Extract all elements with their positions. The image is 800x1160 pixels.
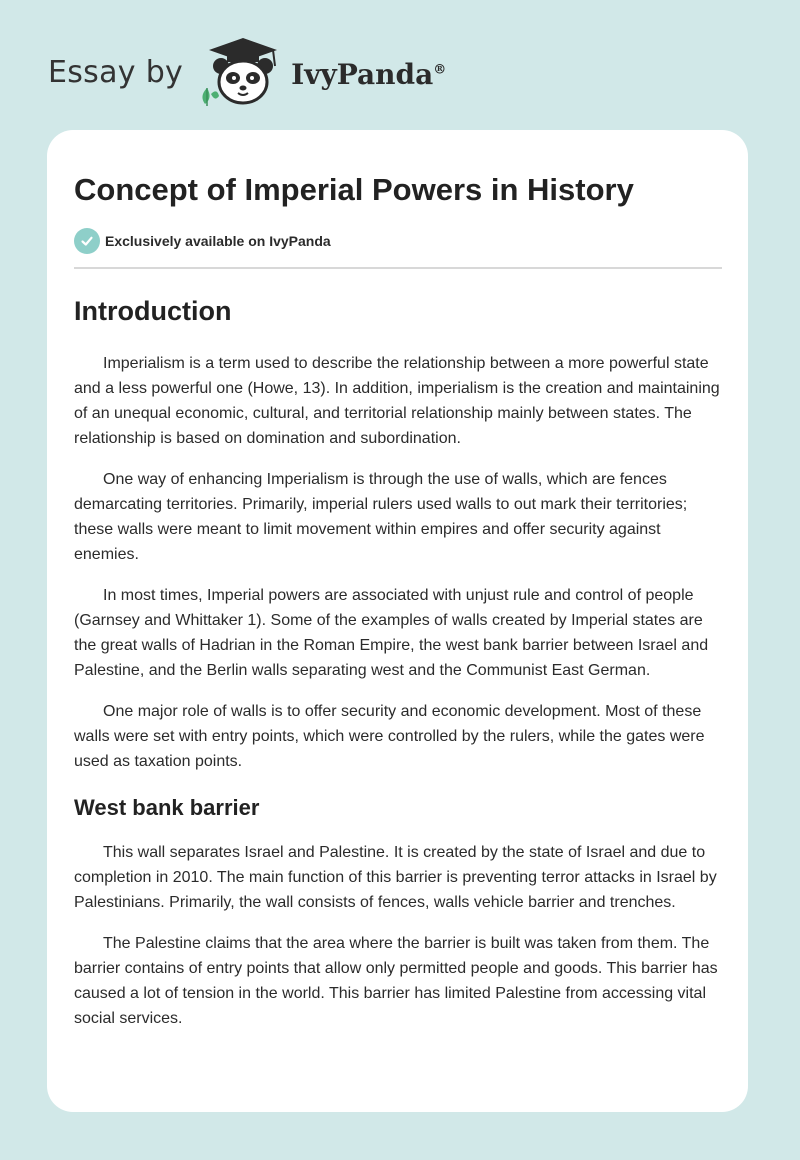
divider [74, 267, 722, 269]
section-west-bank-barrier [74, 794, 722, 1031]
exclusive-badge [74, 228, 722, 254]
section-heading: West bank barrier [74, 795, 260, 820]
page-title: Concept of Imperial Powers in History [74, 172, 634, 207]
section-introduction [74, 295, 722, 774]
paragraph: One way of enhancing Imperialism is through the use of walls, which are fences demarcating territories. Primarily, imperial rulers used walls to out mark their territories; these walls were meant to limit movement within empires and offer security against enemies. [74, 471, 688, 563]
check-icon [74, 228, 100, 254]
paragraph: The Palestine claims that the area where the barrier is built was taken from them. The barrier contains of entry points that allow only permitted people and goods. This barrier has caused a lot of tension in the world. This barrier has limited Palestine from accessing vital social services. [74, 935, 718, 1027]
paragraph: One major role of walls is to offer security and economic development. Most of these walls were set with entry points, which were controlled by the rulers, while the gates were used as taxation points. [74, 703, 705, 770]
paragraph: Imperialism is a term used to describe the relationship between a more powerful state and a less powerful one (Howe, 13). In addition, imperialism is the creation and maintaining of an unequal economic, cultural, and territorial relationship mainly between states. The relationship is based on domination and subordination. [74, 355, 720, 447]
panda-logo-icon[interactable] [197, 36, 289, 108]
paragraph: In most times, Imperial powers are associated with unjust rule and control of people (Garnsey and Whittaker 1). Some of the examples of walls created by Imperial states are the great walls of Hadrian in the Roman Empire, the west bank barrier between Israel and Palestine, and the Berlin walls separating west and the Communist East German. [74, 587, 709, 679]
badge-label: Exclusively available on IvyPanda [105, 233, 331, 249]
section-heading: Introduction [74, 296, 232, 326]
article-card [47, 130, 748, 1112]
brand-header [48, 36, 446, 108]
paragraph: This wall separates Israel and Palestine. It is created by the state of Israel and due to completion in 2010. The main function of this barrier is preventing terror attacks in Israel by Palestinians. Primarily, the wall consists of fences, walls vehicle barrier and trenches. [74, 844, 717, 911]
brand-prefix: Essay by [48, 54, 184, 90]
brand-name: IvyPanda® [291, 57, 447, 91]
